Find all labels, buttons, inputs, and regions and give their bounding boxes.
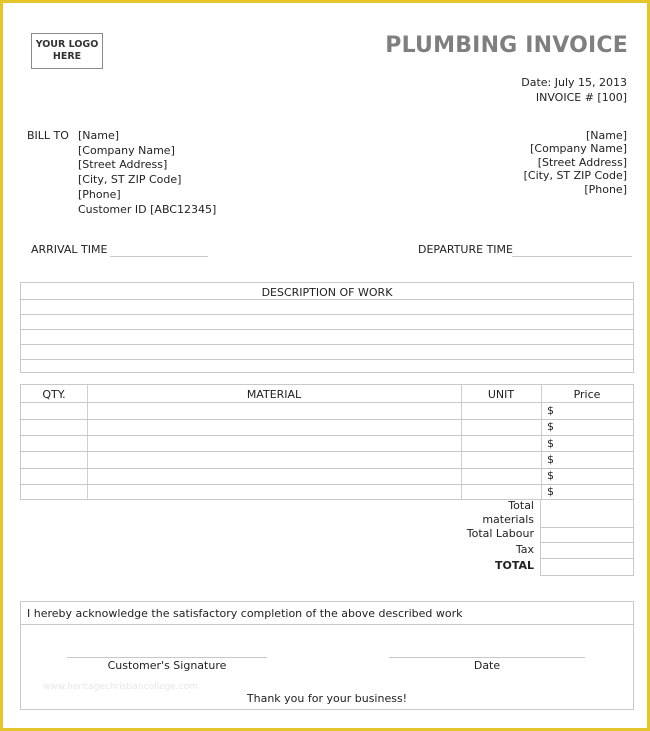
logo-line-2: HERE <box>52 51 82 62</box>
logo-placeholder <box>31 33 103 69</box>
acknowledgement-text: I hereby acknowledge the satisfactory completion of the above described work <box>27 607 463 620</box>
material-row-divider <box>21 451 633 452</box>
totals-box <box>540 499 634 576</box>
unit-header: UNIT <box>487 388 515 401</box>
description-of-work-header: DESCRIPTION OF WORK <box>261 286 393 299</box>
totals-divider <box>541 558 633 559</box>
material-row-divider <box>21 484 633 485</box>
arrival-time-field[interactable] <box>110 256 208 257</box>
total-labour-label: Total Labour <box>466 527 534 540</box>
departure-time-label: DEPARTURE TIME <box>418 243 513 256</box>
price-currency: $ <box>547 469 554 482</box>
thank-you-text: Thank you for your business! <box>246 692 408 705</box>
watermark-text: www.heritagechristiancollege.com <box>43 682 198 692</box>
invoice-date: Date: July 15, 2013 <box>521 76 627 89</box>
invoice-number: INVOICE # [100] <box>535 91 627 104</box>
bill-to-name: [Name] <box>78 129 120 142</box>
work-row-divider <box>21 314 633 315</box>
qty-header: QTY. <box>42 388 66 401</box>
price-currency: $ <box>547 485 554 498</box>
grand-total-label: TOTAL <box>494 559 534 572</box>
work-row-divider <box>21 359 633 360</box>
date-field[interactable] <box>389 657 585 658</box>
from-block <box>524 129 627 196</box>
customer-signature-field[interactable] <box>67 657 267 658</box>
material-row-divider <box>21 402 633 403</box>
price-currency: $ <box>547 404 554 417</box>
totals-divider <box>541 542 633 543</box>
price-currency: $ <box>547 437 554 450</box>
bill-to-block <box>78 129 216 217</box>
description-of-work-table <box>20 282 634 373</box>
work-row-divider <box>21 344 633 345</box>
material-header: MATERIAL <box>246 388 302 401</box>
bill-to-city: [City, ST ZIP Code] <box>78 173 182 187</box>
bill-to-street: [Street Address] <box>78 158 168 172</box>
from-street: [Street Address] <box>537 155 627 169</box>
from-company: [Company Name] <box>530 142 627 156</box>
material-row-divider <box>21 468 633 469</box>
bill-to-customer-id: Customer ID [ABC12345] <box>78 202 217 216</box>
material-row-divider <box>21 435 633 436</box>
bill-to-label: BILL TO <box>27 129 69 142</box>
bill-to-company: [Company Name] <box>78 143 175 157</box>
acknowledgement-box <box>20 601 634 710</box>
material-row-divider <box>21 419 633 420</box>
total-materials-line-1: Total <box>508 499 534 512</box>
work-row-divider <box>21 299 633 300</box>
arrival-time-label: ARRIVAL TIME <box>31 243 108 256</box>
total-materials-label <box>482 499 534 527</box>
from-phone: [Phone] <box>584 182 627 196</box>
bill-to-phone: [Phone] <box>78 187 121 201</box>
acknowledgement-divider <box>21 624 633 625</box>
departure-time-field[interactable] <box>512 256 632 257</box>
price-currency: $ <box>547 420 554 433</box>
price-currency: $ <box>547 453 554 466</box>
total-materials-line-2: materials <box>482 513 534 526</box>
work-row-divider <box>21 329 633 330</box>
from-name: [Name] <box>585 129 627 142</box>
totals-divider <box>541 527 633 528</box>
from-city: [City, ST ZIP Code] <box>523 169 627 183</box>
invoice-title: PLUMBING INVOICE <box>385 33 628 58</box>
materials-table <box>20 384 634 500</box>
logo-line-1: YOUR LOGO <box>35 39 99 50</box>
price-header: Price <box>573 388 601 401</box>
customer-signature-label: Customer's Signature <box>107 659 227 672</box>
date-label: Date <box>473 659 501 672</box>
tax-label: Tax <box>515 543 534 556</box>
